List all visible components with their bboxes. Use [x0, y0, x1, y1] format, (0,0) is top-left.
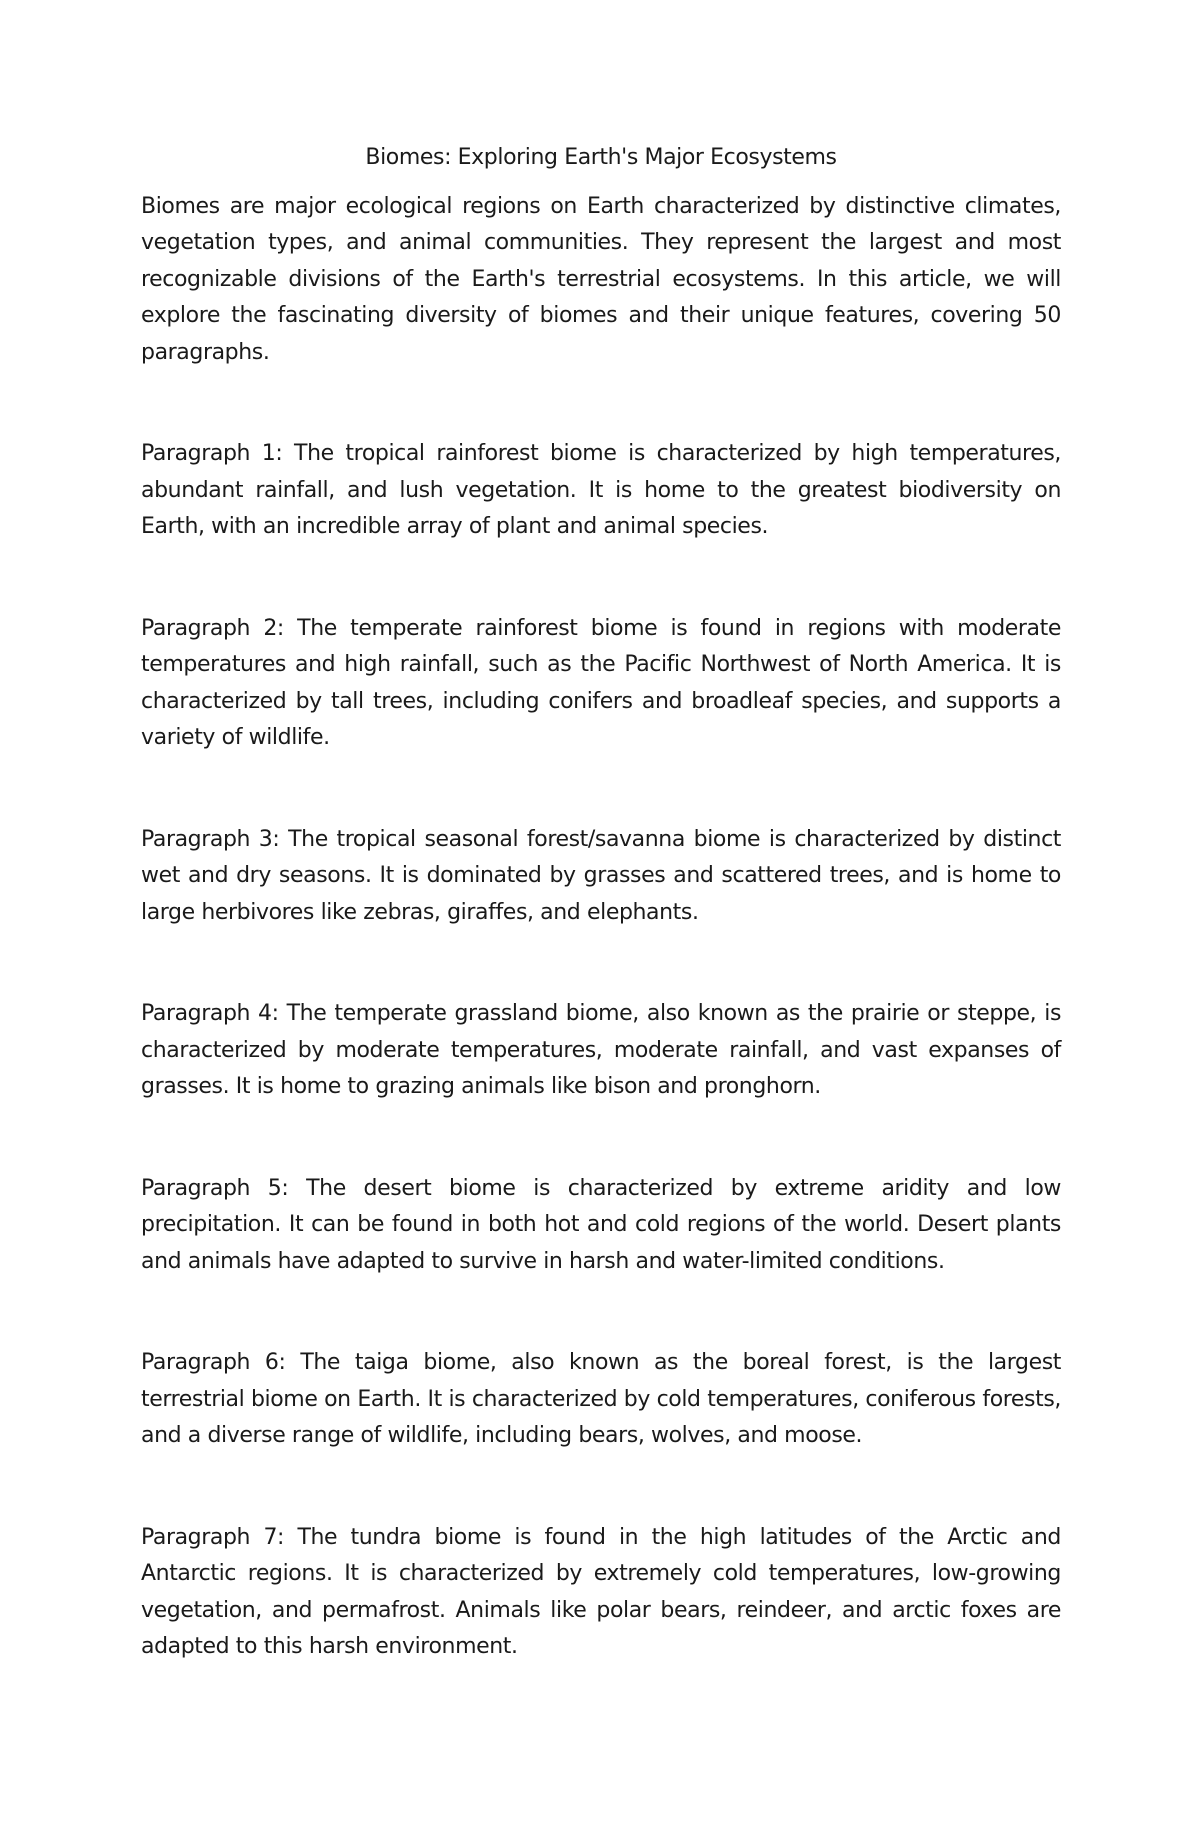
document-title: Biomes: Exploring Earth's Major Ecosystems: [365, 145, 837, 170]
paragraph-2: Paragraph 2: The temperate rainforest biome is found in regions with moderate temperatures and high rainfall, such as the Pacific Northwest of North America. It is characterized by tall trees, including conifers and broadleaf species, and supports a variety of wildlife.: [141, 615, 1061, 750]
paragraph-7: Paragraph 7: The tundra biome is found in the high latitudes of the Arctic and Antarctic regions. It is characterized by extremely cold temperatures, low-growing vegetation, and permafrost. Animals like polar bears, reindeer, and arctic foxes are adapted to this harsh environment.: [141, 1524, 1061, 1659]
document-body: [141, 140, 1061, 1731]
paragraph-6: Paragraph 6: The taiga biome, also known as the boreal forest, is the largest terrestrial biome on Earth. It is characterized by cold temperatures, coniferous forests, and a diverse range of wildlife, including bears, wolves, and moose.: [141, 1350, 1061, 1448]
paragraph-4: Paragraph 4: The temperate grassland biome, also known as the prairie or steppe, is characterized by moderate temperatures, moderate rainfall, and vast expanses of grasses. It is home to grazing animals like bison and pronghorn.: [141, 1001, 1061, 1099]
paragraph-3: Paragraph 3: The tropical seasonal forest/savanna biome is characterized by distinct wet and dry seasons. It is dominated by grasses and scattered trees, and is home to large herbivores like zebras, giraffes, and elephants.: [141, 826, 1061, 925]
paragraph-5: Paragraph 5: The desert biome is characterized by extreme aridity and low precipitation. It can be found in both hot and cold regions of the world. Desert plants and animals have adapted to survive in harsh and water-limited conditions.: [141, 1175, 1061, 1274]
intro-paragraph: Biomes are major ecological regions on Earth characterized by distinctive climates, vegetation types, and animal communities. They represent the largest and most recognizable divisions of the Earth's terrestrial ecosystems. In this article, we will explore the fascinating diversity of biomes and their unique features, covering 50 paragraphs.: [141, 193, 1061, 365]
paragraph-1: Paragraph 1: The tropical rainforest biome is characterized by high temperatures, abundant rainfall, and lush vegetation. It is home to the greatest biodiversity on Earth, with an incredible array of plant and animal species.: [141, 441, 1061, 539]
